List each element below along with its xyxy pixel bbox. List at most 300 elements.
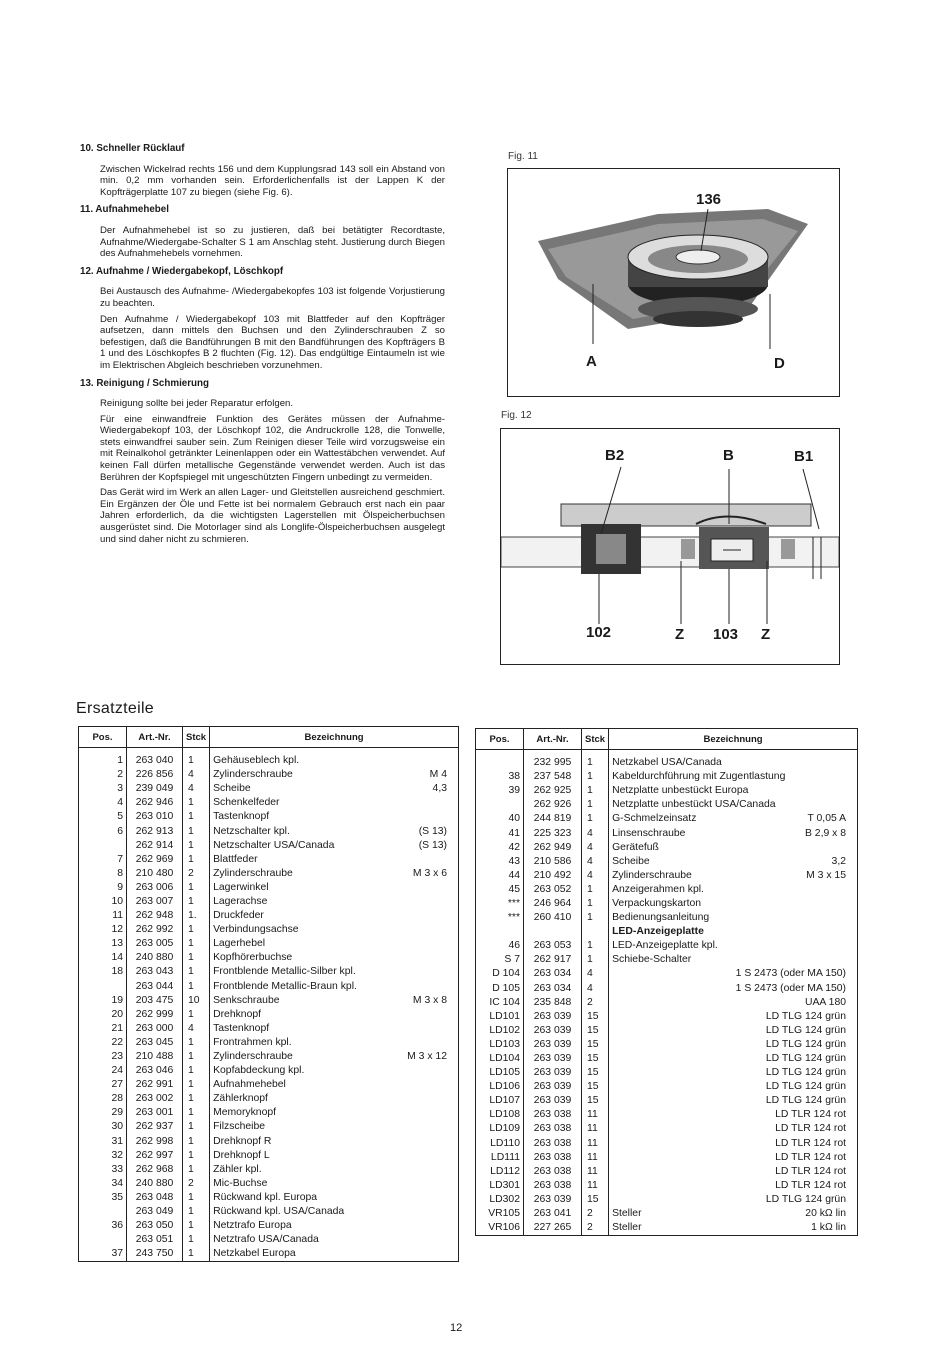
part-name	[609, 1179, 858, 1193]
part-desc: Drehknopf	[213, 1008, 262, 1020]
part-art-nr: 262 925	[524, 784, 582, 798]
part-desc: Tastenknopf	[213, 1022, 270, 1034]
part-spec: UAA 180	[804, 996, 846, 1008]
part-art-nr: 262 991	[127, 1078, 183, 1092]
section-paragraph: Für eine einwandfreie Funktion des Gerätes müssen der Aufnahme-Wiedergabekopf 103, der Löschkopf 102, die Andruckrolle 128, die Tonwelle, stets einwandfrei sauber sein. Zum Reinigen dieser Teile wird vorzugsweise ein mit Reinalkohol getränkter Leinenlappen oder ein Wattestäbchen verwendet. Auf keinen Fall dürfen metallische Gegenstände verwendet werden. Auch ist das Berühren der Kopfspiegel mit ungeschützten Fingern unbedingt zu vermeiden.	[100, 413, 445, 483]
part-qty: 10	[183, 994, 210, 1008]
part-qty: 1	[183, 1106, 210, 1120]
part-name	[210, 909, 459, 923]
table-row	[79, 1008, 459, 1022]
table-row	[79, 782, 459, 796]
col-bez: Bezeichnung	[210, 727, 459, 748]
part-pos: 41	[476, 826, 524, 840]
table-row	[476, 855, 858, 869]
part-name	[210, 980, 459, 994]
table-row	[476, 1122, 858, 1136]
table-row	[79, 1247, 459, 1262]
part-name	[210, 867, 459, 881]
part-qty: 1	[183, 1163, 210, 1177]
part-name	[210, 810, 459, 824]
part-name	[609, 1108, 858, 1122]
part-qty: 11	[582, 1165, 609, 1179]
table-row	[476, 1080, 858, 1094]
part-desc: Verbindungsachse	[213, 924, 299, 936]
part-art-nr: 263 049	[127, 1205, 183, 1219]
part-desc: Zylinderschraube	[213, 1051, 293, 1063]
part-name	[609, 953, 858, 967]
part-desc: Netzplatte unbestückt USA/Canada	[612, 799, 776, 811]
part-desc: Scheibe	[612, 855, 650, 867]
table-row	[476, 1024, 858, 1038]
part-name	[609, 1151, 858, 1165]
part-art-nr: 263 006	[127, 881, 183, 895]
part-desc: Zähler kpl.	[213, 1163, 262, 1175]
part-pos	[79, 1233, 127, 1247]
part-qty: 1	[183, 1050, 210, 1064]
part-desc: Anzeigerahmen kpl.	[612, 883, 704, 895]
part-art-nr: 263 038	[524, 1122, 582, 1136]
part-name	[210, 1106, 459, 1120]
table-row	[476, 1010, 858, 1024]
part-name	[210, 1149, 459, 1163]
table-row	[79, 1219, 459, 1233]
fig12-label-b: B	[723, 447, 734, 464]
part-pos: 35	[79, 1191, 127, 1205]
part-desc: G-Schmelzeinsatz	[612, 813, 697, 825]
part-spec: LD TLR 124 rot	[775, 1151, 846, 1163]
part-pos: 40	[476, 812, 524, 826]
table-row	[79, 1050, 459, 1064]
part-desc: Lagerhebel	[213, 938, 266, 950]
part-desc: Zylinderschraube	[213, 867, 293, 879]
part-desc: Netzkabel USA/Canada	[612, 757, 722, 769]
part-pos: 8	[79, 867, 127, 881]
part-pos: LD107	[476, 1094, 524, 1108]
table-row	[79, 1135, 459, 1149]
part-name	[609, 1066, 858, 1080]
part-qty: 1	[183, 1219, 210, 1233]
table-row	[79, 1064, 459, 1078]
part-qty: 1	[183, 1008, 210, 1022]
part-art-nr: 262 969	[127, 853, 183, 867]
table-row	[79, 796, 459, 810]
part-desc: Frontblende Metallic-Braun kpl.	[213, 980, 357, 992]
table-row	[79, 1022, 459, 1036]
part-pos: 24	[79, 1064, 127, 1078]
part-qty: 1	[183, 895, 210, 909]
part-art-nr: 210 488	[127, 1050, 183, 1064]
part-art-nr: 262 946	[127, 796, 183, 810]
section-paragraph: Das Gerät wird im Werk an allen Lager- und Gleitstellen ausreichend geschmiert. Ein Ergänzen der Öle und Fette ist bei normalem Gebrauch erst nach ein paar Jahren erforderlich, da die wichtigsten Lagerstellen mit Ölspeicherbuchsen ausgerüstet sind. Die Motorlager sind als Longlife-Ölspeicherbuchsen ausgelegt und sind daher nicht zu schmieren.	[100, 487, 445, 545]
table-row	[79, 1233, 459, 1247]
part-pos: 20	[79, 1008, 127, 1022]
part-pos: 2	[79, 768, 127, 782]
part-pos: LD112	[476, 1165, 524, 1179]
part-art-nr: 262 968	[127, 1163, 183, 1177]
part-desc: Zählerknopf	[213, 1093, 268, 1105]
part-qty: 1	[183, 1247, 210, 1262]
part-qty: 1	[582, 911, 609, 925]
part-spec: LD TLR 124 rot	[775, 1179, 846, 1191]
part-spec: B 2,9 x 8	[804, 827, 846, 839]
part-qty: 15	[582, 1094, 609, 1108]
part-qty: 1	[582, 897, 609, 911]
part-desc: Kabeldurchführung mit Zugentlastung	[612, 771, 786, 783]
part-spec: LD TLR 124 rot	[775, 1109, 846, 1121]
fig11-caption: Fig. 11	[508, 151, 538, 162]
part-pos: 7	[79, 853, 127, 867]
table-row	[79, 1092, 459, 1106]
part-qty: 11	[582, 1108, 609, 1122]
part-desc: Kopfabdeckung kpl.	[213, 1065, 305, 1077]
table-row	[476, 967, 858, 981]
part-desc: Netzplatte unbestückt Europa	[612, 785, 749, 797]
part-desc: Frontrahmen kpl.	[213, 1036, 292, 1048]
part-name	[609, 1165, 858, 1179]
part-qty: 4	[582, 855, 609, 869]
part-spec: 1 S 2473 (oder MA 150)	[735, 968, 846, 980]
part-pos: 33	[79, 1163, 127, 1177]
table-row	[476, 1221, 858, 1236]
part-name	[210, 881, 459, 895]
part-spec: 20 kΩ lin	[805, 1208, 846, 1220]
part-desc: Filzscheibe	[213, 1121, 266, 1133]
part-qty: 1	[183, 1205, 210, 1219]
section-paragraph: Den Aufnahme / Wiedergabekopf 103 mit Blattfeder auf den Kopfträger aufsetzen, dann mittels den Buchsen und den Zylinderschrauben Z so befestigen, daß die Bandführungen B mit den Bandführungen des Kopfträgers B 1 und des Löschkopfes B 2 fluchten (Fig. 12). Das endgültige Eintaumeln ist wie im Elektrischen Abgleich beschrieben vorzunehmen.	[100, 313, 445, 371]
part-art-nr: 262 992	[127, 923, 183, 937]
section-heading: 11. Aufnahmehebel	[80, 204, 169, 216]
part-pos	[476, 798, 524, 812]
parts-title: Ersatzteile	[76, 700, 154, 717]
part-art-nr: 263 000	[127, 1022, 183, 1036]
part-qty: 4	[582, 869, 609, 883]
part-qty: 15	[582, 1066, 609, 1080]
table-row	[79, 1106, 459, 1120]
part-name	[210, 1177, 459, 1191]
fig11-label-a: A	[586, 353, 597, 370]
part-pos: 9	[79, 881, 127, 895]
part-qty: 1	[183, 853, 210, 867]
fig11-box	[507, 168, 840, 397]
table-row	[79, 867, 459, 881]
table-row	[79, 839, 459, 853]
table-row	[79, 824, 459, 838]
part-name	[210, 923, 459, 937]
part-spec: 3,2	[831, 855, 846, 867]
part-art-nr: 210 492	[524, 869, 582, 883]
part-art-nr: 262 937	[127, 1120, 183, 1134]
fig12-label-z-right: Z	[761, 626, 771, 643]
part-qty: 1	[582, 812, 609, 826]
part-name	[609, 1221, 858, 1236]
part-desc: Rückwand kpl. Europa	[213, 1191, 318, 1203]
part-pos: 4	[79, 796, 127, 810]
table-row	[79, 895, 459, 909]
part-name	[609, 1052, 858, 1066]
part-qty: 11	[582, 1151, 609, 1165]
table-row	[79, 1036, 459, 1050]
part-name	[609, 982, 858, 996]
table-row	[476, 1094, 858, 1108]
part-qty	[582, 925, 609, 939]
part-name	[609, 784, 858, 798]
part-pos: 31	[79, 1135, 127, 1149]
table-row	[476, 750, 858, 771]
section-heading: 12. Aufnahme / Wiedergabekopf, Löschkopf	[80, 265, 284, 277]
part-art-nr: 262 948	[127, 909, 183, 923]
col-pos: Pos.	[476, 729, 524, 750]
part-qty: 15	[582, 1010, 609, 1024]
part-qty: 1	[183, 1092, 210, 1106]
part-desc: Rückwand kpl. USA/Canada	[213, 1206, 345, 1218]
part-pos	[79, 1205, 127, 1219]
part-qty: 4	[582, 841, 609, 855]
part-name	[210, 1036, 459, 1050]
part-desc: Netztrafo Europa	[213, 1220, 292, 1232]
section-heading: 10. Schneller Rücklauf	[80, 143, 185, 154]
part-name	[609, 996, 858, 1010]
part-pos: 45	[476, 883, 524, 897]
part-art-nr: 263 039	[524, 1024, 582, 1038]
part-name	[609, 1024, 858, 1038]
part-art-nr: 263 001	[127, 1106, 183, 1120]
col-pos: Pos.	[79, 727, 127, 748]
part-qty: 1	[183, 923, 210, 937]
part-art-nr: 227 265	[524, 1221, 582, 1236]
part-pos: 30	[79, 1120, 127, 1134]
table-row	[476, 939, 858, 953]
part-desc: Mic-Buchse	[213, 1177, 268, 1189]
part-name	[609, 1137, 858, 1151]
table-row	[476, 1193, 858, 1207]
part-desc: Schiebe-Schalter	[612, 954, 692, 966]
table-row	[476, 826, 858, 840]
table-row	[79, 951, 459, 965]
col-stck: Stck	[183, 727, 210, 748]
part-qty: 2	[582, 1221, 609, 1236]
col-art: Art.-Nr.	[127, 727, 183, 748]
table-row	[476, 996, 858, 1010]
part-qty: 1	[582, 883, 609, 897]
part-desc: Druckfeder	[213, 910, 264, 922]
part-desc: Tastenknopf	[213, 811, 270, 823]
fig12-label-b1: B1	[794, 448, 814, 465]
part-art-nr: 263 048	[127, 1191, 183, 1205]
section-paragraph: Bei Austausch des Aufnahme- /Wiedergabekopfes 103 ist folgende Vorjustierung zu beachten.	[100, 286, 445, 309]
part-art-nr: 260 410	[524, 911, 582, 925]
part-qty: 1	[183, 980, 210, 994]
table-row	[79, 1078, 459, 1092]
part-pos: 1	[79, 748, 127, 769]
part-art-nr: 262 999	[127, 1008, 183, 1022]
part-desc: Frontblende Metallic-Silber kpl.	[213, 966, 356, 978]
part-pos: LD103	[476, 1038, 524, 1052]
part-name	[609, 798, 858, 812]
part-pos: 46	[476, 939, 524, 953]
section-paragraph: Der Aufnahmehebel ist so zu justieren, daß bei betätigter Recordtaste, Aufnahme/Wiedergabe-Schalter S 1 am Anschlag steht. Justierung durch Biegen des Aufnahmehebels vornehmen.	[100, 224, 445, 260]
table-row	[79, 810, 459, 824]
part-name	[609, 925, 858, 939]
part-spec: LD TLG 124 grün	[765, 1038, 846, 1050]
table-row	[476, 1066, 858, 1080]
part-art-nr: 262 914	[127, 839, 183, 853]
part-pos: 18	[79, 965, 127, 979]
section-paragraph: Reinigung sollte bei jeder Reparatur erfolgen.	[100, 398, 294, 410]
part-qty: 1	[183, 748, 210, 769]
part-pos	[79, 980, 127, 994]
part-name	[210, 782, 459, 796]
part-pos: 28	[79, 1092, 127, 1106]
part-name	[210, 1191, 459, 1205]
part-qty: 15	[582, 1024, 609, 1038]
part-name	[609, 812, 858, 826]
part-pos: 39	[476, 784, 524, 798]
part-desc: Gehäuseblech kpl.	[213, 755, 300, 767]
part-art-nr: 263 010	[127, 810, 183, 824]
part-art-nr: 203 475	[127, 994, 183, 1008]
table-row	[79, 937, 459, 951]
part-art-nr: 262 917	[524, 953, 582, 967]
part-desc: Bedienungsanleitung	[612, 912, 710, 924]
part-name	[210, 853, 459, 867]
fig11-label-136: 136	[696, 191, 722, 208]
part-art-nr: 263 038	[524, 1179, 582, 1193]
part-name	[210, 1205, 459, 1219]
part-pos: LD101	[476, 1010, 524, 1024]
part-pos: LD108	[476, 1108, 524, 1122]
part-name	[210, 1008, 459, 1022]
part-pos: 34	[79, 1177, 127, 1191]
part-name	[609, 841, 858, 855]
part-art-nr: 240 880	[127, 951, 183, 965]
part-desc: Kopfhörerbuchse	[213, 952, 293, 964]
part-pos: 43	[476, 855, 524, 869]
part-name	[609, 1080, 858, 1094]
part-qty: 1	[183, 796, 210, 810]
part-desc: Steller	[612, 1208, 642, 1220]
part-art-nr: 263 039	[524, 1080, 582, 1094]
part-art-nr: 210 480	[127, 867, 183, 881]
table-row	[476, 841, 858, 855]
part-qty: 1	[183, 1078, 210, 1092]
part-pos: D 105	[476, 982, 524, 996]
part-desc: Memoryknopf	[213, 1107, 277, 1119]
part-name	[210, 1219, 459, 1233]
part-qty: 15	[582, 1052, 609, 1066]
part-desc: Steller	[612, 1222, 642, 1234]
part-pos: 19	[79, 994, 127, 1008]
part-art-nr: 232 995	[524, 750, 582, 771]
part-qty: 4	[183, 782, 210, 796]
part-desc: Netztrafo USA/Canada	[213, 1234, 319, 1246]
part-desc: Drehknopf R	[213, 1135, 272, 1147]
part-spec: (S 13)	[418, 839, 447, 851]
part-pos: LD301	[476, 1179, 524, 1193]
part-desc: Zylinderschraube	[213, 769, 293, 781]
fig12-box	[500, 428, 840, 665]
part-art-nr: 262 913	[127, 824, 183, 838]
table-row	[79, 965, 459, 979]
part-spec: LD TLG 124 grün	[765, 1081, 846, 1093]
part-pos: 21	[79, 1022, 127, 1036]
part-art-nr: 263 050	[127, 1219, 183, 1233]
part-qty: 15	[582, 1038, 609, 1052]
part-desc: Schenkelfeder	[213, 797, 280, 809]
fig12-caption: Fig. 12	[501, 410, 532, 421]
table-row	[79, 1205, 459, 1219]
part-art-nr: 263 044	[127, 980, 183, 994]
part-qty: 1	[183, 810, 210, 824]
part-qty: 1	[582, 770, 609, 784]
part-name	[609, 967, 858, 981]
part-name	[609, 770, 858, 784]
part-art-nr: 263 005	[127, 937, 183, 951]
part-qty: 11	[582, 1179, 609, 1193]
part-art-nr: 263 053	[524, 939, 582, 953]
part-spec: LD TLG 124 grün	[765, 1053, 846, 1065]
part-name	[609, 911, 858, 925]
part-qty: 1	[183, 951, 210, 965]
part-pos: 12	[79, 923, 127, 937]
col-art: Art.-Nr.	[524, 729, 582, 750]
part-desc: Netzkabel Europa	[213, 1248, 296, 1260]
table-row	[476, 982, 858, 996]
part-pos: LD104	[476, 1052, 524, 1066]
part-pos: 37	[79, 1247, 127, 1262]
table-row	[476, 911, 858, 925]
table-row	[476, 1038, 858, 1052]
section-heading: 13. Reinigung / Schmierung	[80, 377, 210, 389]
table-row	[476, 1137, 858, 1151]
table-row	[79, 980, 459, 994]
part-qty: 11	[582, 1137, 609, 1151]
part-qty: 1	[183, 1149, 210, 1163]
part-name	[210, 1233, 459, 1247]
part-qty: 1	[582, 750, 609, 771]
part-qty: 1	[582, 784, 609, 798]
part-art-nr: 263 038	[524, 1151, 582, 1165]
part-qty: 1	[582, 939, 609, 953]
part-art-nr: 263 002	[127, 1092, 183, 1106]
part-spec: LD TLR 124 rot	[775, 1137, 846, 1149]
part-qty: 1	[183, 1233, 210, 1247]
part-name	[609, 897, 858, 911]
part-art-nr: 262 998	[127, 1135, 183, 1149]
part-desc: Drehknopf L	[213, 1149, 270, 1161]
part-pos: 5	[79, 810, 127, 824]
part-qty: 1	[183, 965, 210, 979]
part-art-nr: 263 038	[524, 1108, 582, 1122]
fig11-label-d: D	[774, 355, 785, 372]
table-row	[476, 798, 858, 812]
part-name	[210, 1120, 459, 1134]
part-art-nr: 263 034	[524, 982, 582, 996]
part-art-nr: 262 997	[127, 1149, 183, 1163]
part-art-nr: 235 848	[524, 996, 582, 1010]
part-name	[609, 883, 858, 897]
part-spec: LD TLG 124 grün	[765, 1193, 846, 1205]
part-art-nr: 263 039	[524, 1038, 582, 1052]
part-spec: M 3 x 8	[412, 994, 447, 1006]
part-art-nr: 263 046	[127, 1064, 183, 1078]
table-row	[476, 1165, 858, 1179]
part-spec: LD TLR 124 rot	[775, 1165, 846, 1177]
part-name	[210, 1247, 459, 1262]
part-name	[210, 1092, 459, 1106]
part-pos: 44	[476, 869, 524, 883]
part-art-nr: 244 819	[524, 812, 582, 826]
part-qty: 4	[183, 1022, 210, 1036]
